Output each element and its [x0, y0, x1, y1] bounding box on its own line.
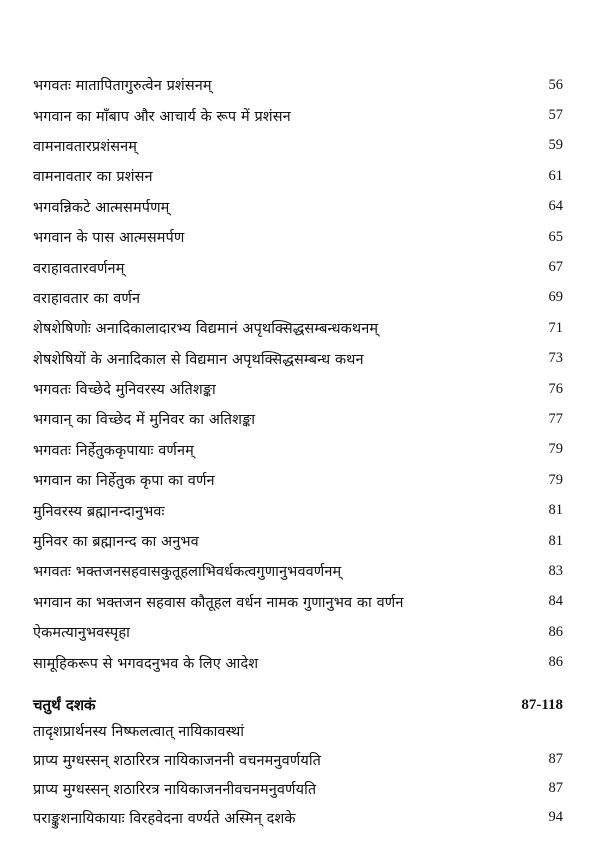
toc-entry-page: 71: [548, 319, 563, 336]
toc-entry-title: शेषशेषिणोः अनादिकालादारभ्य विद्यमानं अपृथक्सिद्धसम्बन्धकथनम्: [33, 321, 379, 338]
toc-entry-title: तादृशप्रार्थनस्य निष्फलत्वात् नायिकावस्थां: [33, 723, 245, 740]
toc-row: [33, 283, 563, 313]
toc-entry-page: 77: [548, 410, 563, 427]
toc-entry-page: 86: [548, 623, 563, 640]
toc-entry-title: वराहावतार का वर्णन: [33, 290, 141, 307]
toc-entry-title: भगवान के पास आत्मसमर्पण: [33, 230, 185, 247]
toc-row: [33, 344, 563, 374]
toc-row: [33, 404, 563, 434]
toc-row: [33, 617, 563, 647]
toc-row: [33, 526, 563, 556]
toc-list: [33, 70, 563, 678]
toc-row: [33, 587, 563, 617]
toc-entry-title: ऐकमत्यानुभवस्पृहा: [33, 625, 130, 642]
toc-entry-page: 84: [548, 593, 563, 610]
toc-row: [33, 435, 563, 465]
section-heading: [33, 692, 563, 718]
toc-entry-title: भगवान का माँबाप और आचार्य के रूप में प्रशंसन: [33, 108, 291, 125]
toc-row: [33, 774, 563, 803]
toc-row: [33, 647, 563, 677]
toc-entry-title: शेषशेषियों के अनादिकाल से विद्यमान अपृथक्सिद्धसम्बन्ध कथन: [33, 351, 364, 368]
toc-entry-title: भगवतः विच्छेदे मुनिवरस्य अतिशङ्का: [33, 382, 216, 399]
toc-row: [33, 131, 563, 161]
section-page-range: 87-118: [521, 696, 563, 713]
toc-entry-page: 76: [548, 380, 563, 397]
toc-entry-page: 79: [548, 471, 563, 488]
section-title: चतुर्थं दशकं: [33, 696, 96, 714]
toc-row: [33, 803, 563, 832]
toc-row: [33, 745, 563, 774]
toc-row: [33, 222, 563, 252]
toc-entry-page: 86: [548, 654, 563, 671]
toc-entry-page: 73: [548, 350, 563, 367]
toc-row: [33, 100, 563, 130]
toc-entry-title: पराङ्कुशनायिकायाः विरहवेदना वर्ण्यते अस्मिन् दशके: [33, 810, 296, 827]
toc-entry-title: वामनावतार का प्रशंसन: [33, 169, 153, 186]
toc-row: [33, 313, 563, 343]
toc-entry-page: 87: [548, 751, 563, 767]
toc-entry-page: 79: [548, 441, 563, 458]
toc-entry-page: 61: [548, 167, 563, 184]
toc-entry-page: 65: [548, 228, 563, 245]
toc-entry-title: भगवन्निकटे आत्मसमर्पणम्: [33, 199, 170, 216]
toc-row: [33, 70, 563, 100]
toc-row: [33, 465, 563, 495]
toc-entry-title: प्राप्य मुग्धस्सन् शठारिरत्र नायिकाजननी वचनमनुवर्णयति: [33, 752, 321, 769]
toc-entry-title: मुनिवरस्य ब्रह्मानन्दानुभवः: [33, 503, 165, 520]
toc-entry-page: 81: [548, 502, 563, 519]
toc-entry-page: 94: [548, 809, 563, 825]
toc-entry-page: 87: [548, 780, 563, 796]
toc-entry-title: भगवतः निर्हेतुककृपायाः वर्णनम्: [33, 442, 194, 459]
toc-entry-page: 83: [548, 562, 563, 579]
toc-entry-page: 59: [548, 137, 563, 154]
toc-entry-page: 69: [548, 289, 563, 306]
toc-entry-title: भगवान् का विच्छेद में मुनिवर का अतिशङ्का: [33, 412, 256, 429]
toc-entry-title: वराहावतारवर्णनम्: [33, 260, 125, 277]
toc-entry-page: 81: [548, 532, 563, 549]
toc-row: [33, 192, 563, 222]
toc-row: [33, 495, 563, 525]
toc-row: [33, 556, 563, 586]
toc-entry-title: वामनावतारप्रशंसनम्: [33, 138, 138, 155]
toc-row: [33, 716, 563, 745]
toc-entry-page: 56: [548, 76, 563, 93]
toc-row: [33, 252, 563, 282]
toc-entry-title: भगवान का भक्तजन सहवास कौतूहल वर्धन नामक गुणानुभव का वर्णन: [33, 594, 404, 611]
toc-entry-title: प्राप्य मुग्धस्सन् शठारिरत्र नायिकाजननीवचनमनुवर्णयति: [33, 781, 317, 798]
toc-row: [33, 161, 563, 191]
toc-entry-page: 67: [548, 259, 563, 276]
toc-row: [33, 374, 563, 404]
section-toc-list: [33, 716, 563, 832]
toc-entry-title: भगवतः मातापितागुरुत्वेन प्रशंसनम्: [33, 78, 212, 95]
toc-entry-title: सामूहिकरूप से भगवदनुभव के लिए आदेश: [33, 655, 259, 672]
toc-entry-page: 64: [548, 198, 563, 215]
toc-entry-title: मुनिवर का ब्रह्मानन्द का अनुभव: [33, 534, 199, 551]
toc-entry-title: भगवतः भक्तजनसहवासकुतूहलाभिवर्धकत्वगुणानुभववर्णनम्: [33, 564, 342, 581]
toc-entry-page: 57: [548, 107, 563, 124]
toc-entry-title: भगवान का निर्हेतुक कृपा का वर्णन: [33, 473, 215, 490]
